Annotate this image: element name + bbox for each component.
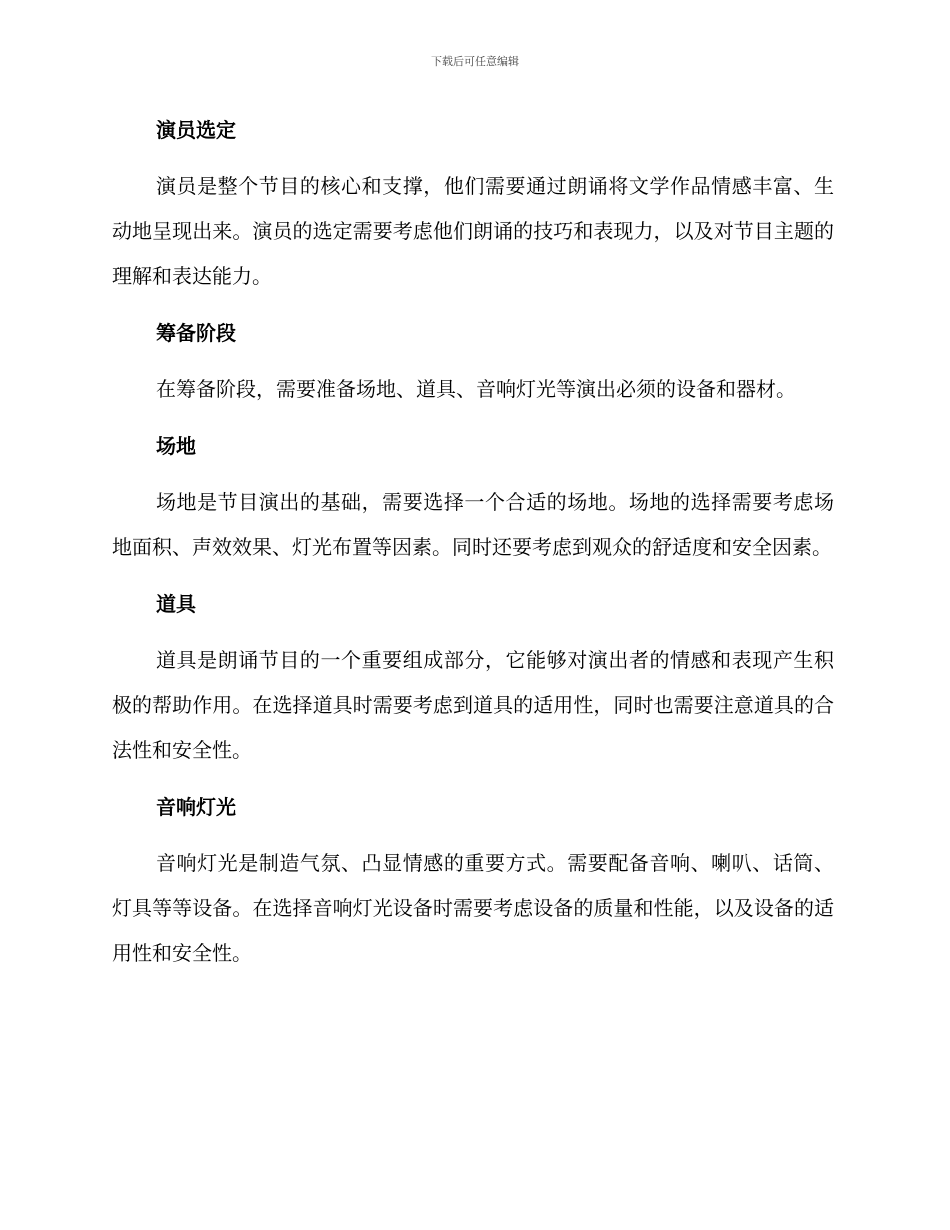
section-heading: 音响灯光 bbox=[156, 795, 236, 819]
section-paragraph: 场地是节目演出的基础，需要选择一个合适的场地。场地的选择需要考虑场地面积、声效效果、灯光布置等因素。同时还要考虑到观众的舒适度和安全因素。 bbox=[112, 490, 834, 559]
section-heading: 演员选定 bbox=[156, 118, 236, 142]
section-paragraph: 道具是朗诵节目的一个重要组成部分，它能够对演出者的情感和表现产生积极的帮助作用。在选择道具时需要考虑到道具的适用性，同时也需要注意道具的合法性和安全性。 bbox=[112, 648, 834, 762]
section-props bbox=[112, 582, 834, 785]
section-paragraph: 在筹备阶段，需要准备场地、道具、音响灯光等演出必须的设备和器材。 bbox=[156, 377, 796, 401]
section-sound-lighting bbox=[112, 785, 834, 976]
section-venue bbox=[112, 424, 834, 582]
section-heading: 筹备阶段 bbox=[156, 321, 236, 345]
page-header: 下载后可任意编辑 bbox=[431, 55, 519, 68]
section-heading: 道具 bbox=[156, 592, 196, 616]
section-paragraph: 演员是整个节目的核心和支撑，他们需要通过朗诵将文学作品情感丰富、生动地呈现出来。演员的选定需要考虑他们朗诵的技巧和表现力，以及对节目主题的理解和表达能力。 bbox=[112, 174, 834, 288]
section-paragraph: 音响灯光是制造气氛、凸显情感的重要方式。需要配备音响、喇叭、话筒、灯具等等设备。在选择音响灯光设备时需要考虑设备的质量和性能，以及设备的适用性和安全性。 bbox=[112, 851, 834, 965]
section-preparation bbox=[112, 311, 834, 424]
document-body bbox=[112, 108, 834, 976]
section-heading: 场地 bbox=[156, 434, 196, 458]
section-actor-selection bbox=[112, 108, 834, 311]
